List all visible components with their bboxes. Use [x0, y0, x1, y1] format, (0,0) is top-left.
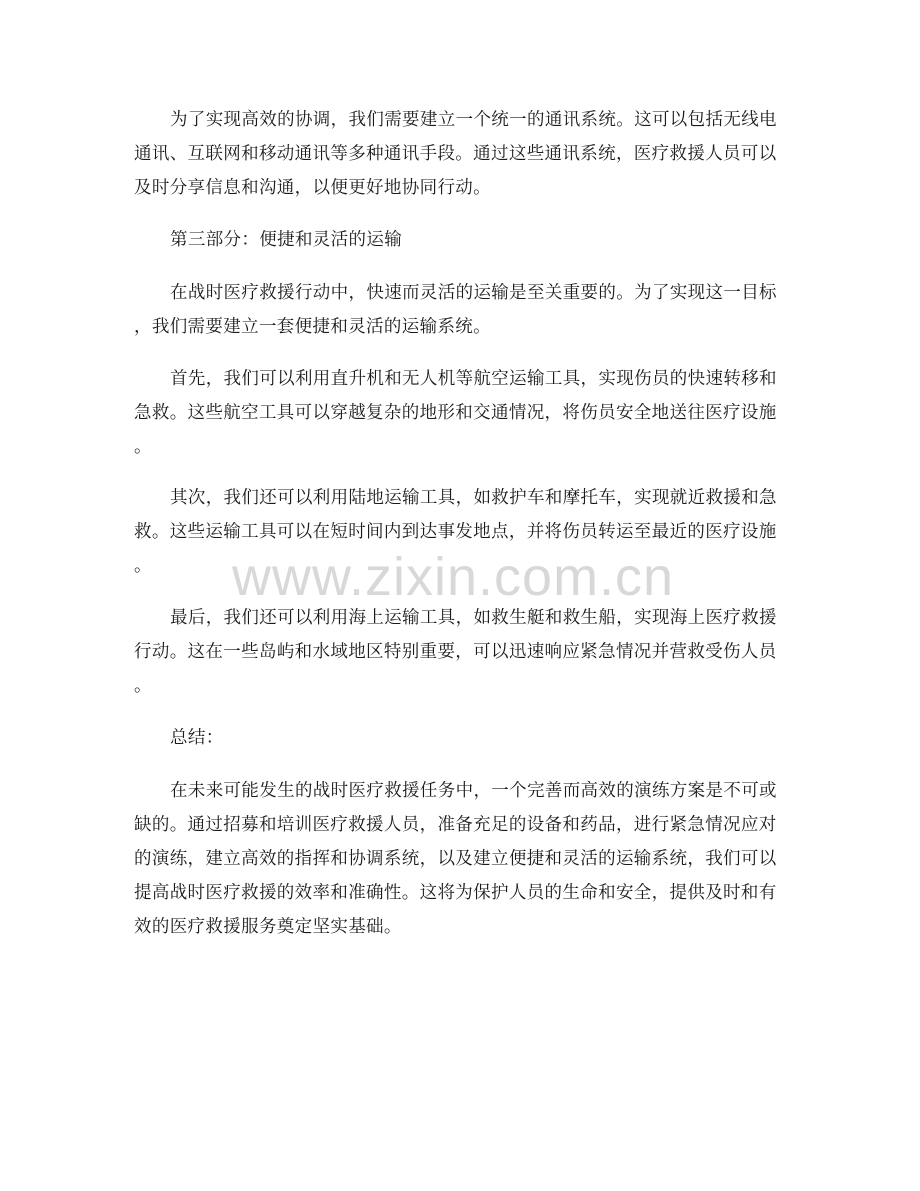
paragraph-summary-line-3: 的演练，建立高效的指挥和协调系统，以及建立便捷和灵活的运输系统，我们可以 [134, 849, 777, 869]
paragraph-air-line-2: 急救。这些航空工具可以穿越复杂的地形和交通情况，将伤员安全地送往医疗设施 [134, 403, 777, 423]
paragraph-sea-line-3: 。 [134, 676, 152, 696]
paragraph-transport-intro-line-1: 在战时医疗救援行动中，快速而灵活的运输是至关重要的。为了实现这一目标 [170, 283, 777, 303]
paragraph-summary-line-2: 缺的。通过招募和培训医疗救援人员，准备充足的设备和药品，进行紧急情况应对 [134, 815, 777, 835]
paragraph-summary-line-4: 提高战时医疗救援的效率和准确性。这将为保护人员的生命和安全，提供及时和有 [134, 883, 777, 903]
paragraph-communication-line-2: 通讯、互联网和移动通讯等多种通讯手段。通过这些通讯系统，医疗救援人员可以 [134, 144, 777, 164]
paragraph-land-line-1: 其次，我们还可以利用陆地运输工具，如救护车和摩托车，实现就近救援和急 [170, 488, 777, 508]
paragraph-air-line-3: 。 [134, 437, 152, 457]
summary-heading: 总结： [170, 728, 224, 748]
paragraph-air-line-1: 首先，我们可以利用直升机和无人机等航空运输工具，实现伤员的快速转移和 [170, 369, 777, 389]
paragraph-summary-line-1: 在未来可能发生的战时医疗救援任务中，一个完善而高效的演练方案是不可或 [170, 781, 777, 801]
section-heading: 第三部分：便捷和灵活的运输 [170, 230, 403, 250]
paragraph-sea-line-1: 最后，我们还可以利用海上运输工具，如救生艇和救生船，实现海上医疗救援 [170, 608, 777, 628]
paragraph-transport-intro-line-2: ，我们需要建立一套便捷和灵活的运输系统。 [134, 317, 491, 337]
paragraph-summary-line-5: 效的医疗救援服务奠定坚实基础。 [134, 917, 402, 937]
paragraph-land-line-2: 救。这些运输工具可以在短时间内到达事发地点，并将伤员转运至最近的医疗设施 [134, 522, 777, 542]
paragraph-communication-line-1: 为了实现高效的协调，我们需要建立一个统一的通讯系统。这可以包括无线电 [170, 110, 777, 130]
watermark-text: www.zixin.com.cn [232, 547, 675, 607]
paragraph-sea-line-2: 行动。这在一些岛屿和水域地区特别重要，可以迅速响应紧急情况并营救受伤人员 [134, 642, 777, 662]
paragraph-communication-line-3: 及时分享信息和沟通，以便更好地协同行动。 [134, 178, 491, 198]
paragraph-land-line-3: 。 [134, 556, 152, 576]
